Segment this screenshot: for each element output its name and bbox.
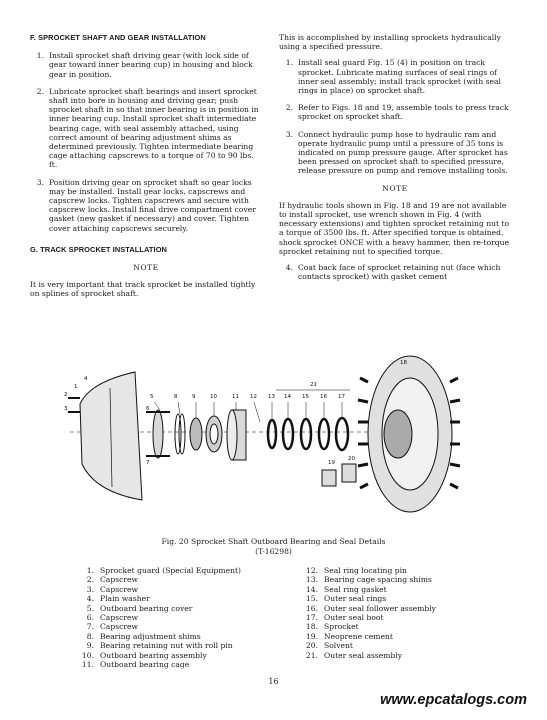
callout-number: 10 (210, 394, 217, 400)
callout-number: 18 (400, 360, 407, 366)
legend-number: 14. (305, 584, 318, 594)
callout-number: 1 (74, 384, 78, 390)
callout-number: 5 (150, 394, 154, 400)
callout-number: 4 (84, 376, 88, 382)
section-f-heading: F. SPROCKET SHAFT AND GEAR INSTALLATION (30, 33, 206, 42)
callout-number: 15 (302, 394, 309, 400)
legend-text: Solvent (324, 641, 353, 651)
legend-text: Plain washer (100, 594, 150, 604)
callout-number: 14 (284, 394, 291, 400)
seal-ring-part (301, 419, 311, 449)
callout-number: 2 (64, 392, 68, 398)
callout-number: 16 (320, 394, 327, 400)
legend-number: 17. (305, 613, 318, 623)
step-g4 (279, 263, 511, 281)
legend-text: Outer seal follower assembly (324, 603, 436, 613)
step-g2 (279, 103, 511, 121)
legend-number: 11. (81, 660, 94, 670)
legend-text: Sprocket (324, 622, 359, 632)
legend-number: 18. (305, 622, 318, 632)
callout-number: 17 (338, 394, 345, 400)
callout-number: 9 (192, 394, 196, 400)
legend-text: Capscrew (100, 613, 138, 623)
seal-ring-part (268, 420, 276, 448)
shim-part (179, 414, 185, 454)
step-number: 2. (36, 86, 44, 96)
legend-text: Outer seal assembly (324, 650, 403, 660)
legend-number: 4. (86, 594, 94, 604)
figure-caption (0, 537, 547, 557)
note-label: NOTE (382, 183, 408, 193)
legend-number: 2. (86, 575, 94, 585)
step-text: Lubricate sprocket shaft bearings and insert sprocket shaft into bore in housing and driving gear; push sprocket shaft in so that inner bearing is in position in inner bearing cup. Install sprocket shaft intermediate bearing cage, with seal assembly attached, using correct amount of bearing adjustment shims as determined previously. Tighten intermediate bearing cage attaching capscrews to a torque of 70 to 90 lbs. ft. (49, 86, 259, 170)
legend-item (300, 641, 500, 650)
legend-number: 1. (86, 566, 94, 575)
legend-item (300, 566, 500, 575)
legend-item (76, 632, 276, 641)
legend-number: 9. (86, 641, 94, 651)
seal-ring-part (319, 419, 329, 449)
legend-item (300, 613, 500, 622)
legend-number: 7. (86, 622, 94, 632)
step-number: 1. (285, 58, 293, 68)
legend-number: 8. (86, 631, 94, 641)
legend-text: Capscrew (100, 622, 138, 632)
callout-number: 13 (268, 394, 275, 400)
callout-number: 20 (348, 456, 355, 462)
legend-item (76, 622, 276, 631)
bearing-bore (210, 424, 218, 444)
step-number: 4. (285, 263, 293, 273)
step-text: Refer to Figs. 18 and 19, assemble tools to press track sprocket on sprocket shaft. (298, 103, 509, 122)
step-g1 (279, 58, 511, 95)
legend-text: Bearing cage spacing shims (324, 575, 432, 585)
callout-number: 7 (146, 460, 150, 466)
exploded-view-figure (50, 352, 500, 532)
legend-item (76, 613, 276, 622)
legend-text: Outer seal rings (324, 594, 387, 604)
legend-item (300, 575, 500, 584)
legend-number: 20. (305, 641, 318, 651)
step-text: Coat back face of sprocket retaining nut (face which contacts sprocket) with gasket cement (298, 263, 501, 282)
step-number: 3. (285, 129, 293, 139)
legend-item (76, 585, 276, 594)
sprocket-hub (384, 410, 412, 458)
legend-text: Outboard bearing cage (100, 660, 190, 670)
callout-number: 3 (64, 406, 68, 412)
step-text: Connect hydraulic pump hose to hydraulic ram and operate hydraulic pump until a pressure of 35 tons is indicated on pump pressure gauge. After sprocket has been pressed on sprocket shaft to specified pressure, release pressure on pump and remove installing tools. (298, 129, 508, 176)
retaining-nut-part (190, 418, 202, 450)
callout-number: 11 (232, 394, 239, 400)
step-g3 (279, 130, 511, 176)
legend-number: 21. (305, 650, 318, 660)
step-number: 1. (36, 51, 44, 61)
step-f2 (30, 87, 262, 170)
legend-text: Bearing retaining nut with roll pin (100, 641, 233, 651)
legend-item (300, 622, 500, 631)
right-column (279, 33, 511, 289)
legend-number: 13. (305, 575, 318, 585)
legend-item (76, 575, 276, 584)
step-text: Install sprocket shaft driving gear (with lock side of gear toward inner bearing cup) in housing and block gear in position. (49, 51, 253, 79)
legend-text: Outboard bearing cover (100, 603, 193, 613)
step-text: Position driving gear on sprocket shaft so gear locks may be installed. Install gear locks, capscrews and capscrew locks. Tighten capscrews and secure with capscrew locks. Install final drive compartment cover gasket (new gasket if necessary) and cover. Tighten cover attaching capscrews securely. (49, 177, 256, 233)
step-number: 2. (285, 103, 293, 113)
legend-text: Outer seal boot (324, 613, 384, 623)
legend-item (300, 585, 500, 594)
legend-text: Seal ring gasket (324, 584, 387, 594)
note-text: It is very important that track sprocket be installed tightly on splines of sprocket shaft. (30, 280, 256, 299)
callout-number: 21 (310, 382, 317, 388)
leader-lines (154, 402, 342, 422)
step-f1 (30, 51, 262, 79)
watermark: www.epcatalogs.com (380, 692, 527, 708)
legend-number: 12. (305, 566, 318, 575)
legend-text: Sprocket guard (Special Equipment) (100, 566, 242, 575)
legend-text: Neoprene cement (324, 631, 393, 641)
note-text: If hydraulic tools shown in Fig. 18 and 19 are not available to install sprocket, use wrench shown in Fig. 4 (with necessary extensions) and tighten sprocket retaining nut to a torque of 3500 lbs. ft. After specified torque is obtained, shock sprocket ONCE with a heavy hammer, then re-torque sprocket retaining nut to specified torque. (279, 200, 510, 256)
left-column (30, 33, 262, 306)
legend-item (300, 651, 500, 660)
legend-text: Bearing adjustment shims (100, 631, 201, 641)
caption-code: (T-16298) (255, 547, 292, 556)
seal-ring-part (283, 419, 293, 449)
intro-text: This is accomplished by installing sprockets hydraulically using a specified pressure. (279, 33, 501, 52)
step-text: Install seal guard Fig. 15 (4) in position on track sprocket. Lubricate mating surfaces of seal rings of inner seal assembly; install track sprocket (with seal rings in place) on sprocket shaft. (298, 58, 501, 96)
step-number: 3. (36, 177, 44, 187)
legend-number: 16. (305, 603, 318, 613)
callout-number: 12 (250, 394, 257, 400)
caption-title: Fig. 20 Sprocket Shaft Outboard Bearing and Seal Details (161, 537, 386, 546)
legend-number: 5. (86, 603, 94, 613)
legend-item (76, 594, 276, 603)
bearing-cage-face (227, 410, 237, 460)
callout-number: 8 (174, 394, 178, 400)
legend-item (300, 604, 500, 613)
legend-item (76, 604, 276, 613)
legend-text: Capscrew (100, 575, 138, 585)
legend-number: 15. (305, 594, 318, 604)
step-f3 (30, 178, 262, 233)
legend-item (76, 651, 276, 660)
legend-text: Seal ring locating pin (324, 566, 407, 575)
callout-number: 6 (146, 406, 150, 412)
legend-item (76, 566, 276, 575)
legend-item (76, 660, 276, 669)
legend-right (300, 566, 500, 660)
legend-number: 3. (86, 584, 94, 594)
legend-number: 19. (305, 631, 318, 641)
legend-text: Outboard bearing assembly (100, 650, 207, 660)
legend-number: 10. (81, 650, 94, 660)
solvent-can-part (342, 464, 356, 482)
legend-left (76, 566, 276, 669)
page-number: 16 (268, 677, 279, 686)
legend-number: 6. (86, 613, 94, 623)
legend-item (76, 641, 276, 650)
legend-item (300, 632, 500, 641)
bearing-cover-part (153, 410, 163, 458)
cement-can-part (322, 470, 336, 486)
note-label: NOTE (133, 263, 159, 273)
section-g-heading: G. TRACK SPROCKET INSTALLATION (30, 244, 167, 254)
callout-number: 19 (328, 460, 335, 466)
legend-text: Capscrew (100, 584, 138, 594)
legend-item (300, 594, 500, 603)
seal-ring-part (336, 418, 348, 450)
